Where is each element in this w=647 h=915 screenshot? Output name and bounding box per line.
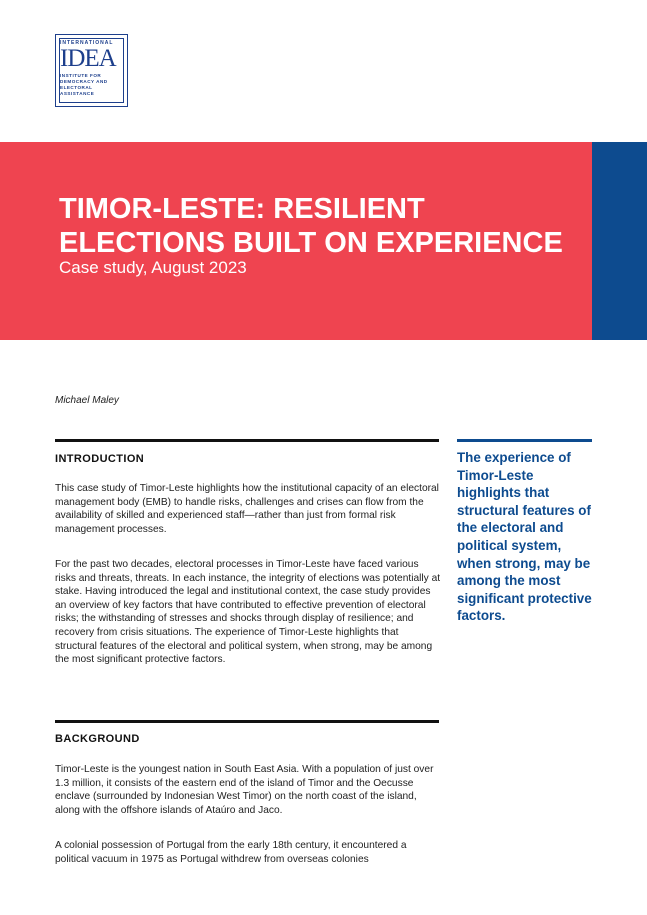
document-subtitle: Case study, August 2023 — [59, 258, 247, 277]
document-title: TIMOR-LESTE: RESILIENT ELECTIONS BUILT ON EXPERIENCE — [59, 193, 563, 259]
background-paragraph: A colonial possession of Portugal from the early 18th century, it encountered a political vacuum in 1975 as Portugal withdrew from overseas colonies — [55, 840, 407, 865]
background-paragraph: Timor-Leste is the youngest nation in South East Asia. With a population of just over 1.3 million, it consists of the eastern end of the island of Timor and the Oecusse enclave (surrounded by Indonesian West Timor) on the north coast of the island, along with the offshore islands of Ataúro and Jaco. — [55, 764, 434, 816]
section-heading-introduction: INTRODUCTION — [55, 453, 145, 465]
author-name: Michael Maley — [55, 395, 119, 406]
logo-sub-text: INSTITUTE FOR DEMOCRACY AND ELECTORAL ASSISTANCE — [60, 73, 108, 96]
idea-logo — [55, 34, 128, 107]
section-rule-background — [55, 720, 439, 723]
introduction-paragraph: This case study of Timor-Leste highlights how the institutional capacity of an electoral management body (EMB) to handle risks, challenges and crises can flow from the availability of skilled and experienced staff—rather than just from formal risk management processes. — [55, 483, 439, 535]
logo-mark: IDEA — [60, 45, 116, 72]
introduction-paragraph: For the past two decades, electoral processes in Timor-Leste have faced various risks and threats, threats. In each instance, the integrity of elections was potentially at stake. Having introduced the legal and institutional context, the case study provides an overview of key factors that have contributed to effective prevention of electoral risks; the withstanding of stresses and shocks through display of resilience; and recovery from crisis situations. The experience of Timor-Leste highlights that structural features of the electoral and political system, when strong, may be among the most significant protective factors. — [55, 559, 441, 666]
banner-accent-stripe — [592, 142, 647, 340]
pull-quote: The experience of Timor-Leste highlights that structural features of the electoral and political system, when strong, may be among the most significant protective factors. — [457, 450, 592, 624]
pull-quote-rule — [457, 439, 592, 442]
section-heading-background: BACKGROUND — [55, 733, 140, 745]
section-rule-introduction — [55, 439, 439, 442]
logo-top-text: INTERNATIONAL — [60, 40, 114, 46]
